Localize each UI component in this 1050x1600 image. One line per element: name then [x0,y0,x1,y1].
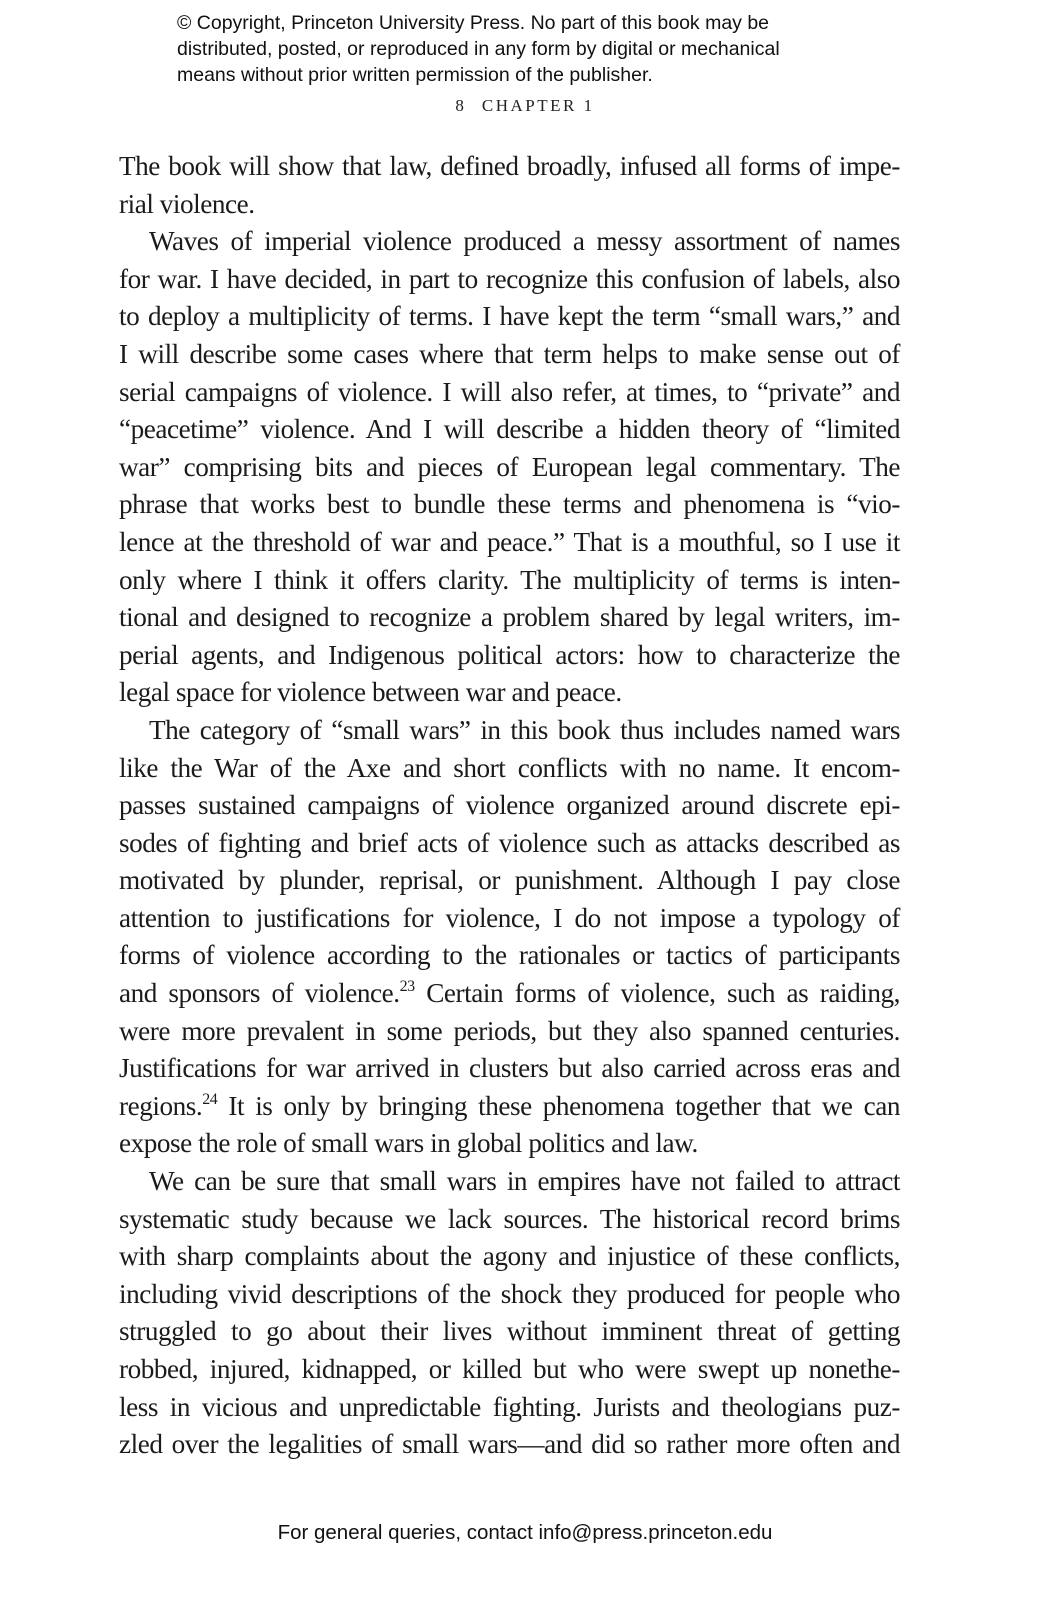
text-line: with sharp complaints about the agony and injustice of these conflicts, [119,1241,900,1272]
chapter-label: CHAPTER 1 [481,96,595,115]
paragraph-start-line: Waves of imperial violence produced a messy assortment of names [149,226,900,257]
text-line: serial campaigns of violence. I will also refer, at times, to “private” and [119,376,900,407]
text-line: including vivid descriptions of the shock they produced for people who [119,1278,900,1309]
text-line: for war. I have decided, in part to recognize this confusion of labels, also [119,263,900,294]
text-line: forms of violence according to the rationales or tactics of participants [119,940,900,971]
paragraph-start-line: The category of “small wars” in this book thus includes named wars [149,714,900,745]
text-segment: Certain forms of violence, such as raiding, [414,978,900,1009]
text-line: phrase that works best to bundle these terms and phenomena is “vio- [119,489,900,520]
text-line: The book will show that law, defined broadly, infused all forms of impe- [119,151,900,181]
body-text [119,148,900,1464]
text-line: systematic study because we lack sources. The historical record brims [119,1203,900,1234]
text-segment: regions. [119,1090,203,1121]
text-line: Justifications for war arrived in clusters but also carried across eras and [119,1053,900,1084]
text-line: struggled to go about their lives without imminent threat of getting [119,1316,900,1347]
text-line: rial violence. [119,188,255,219]
text-line: like the War of the Axe and short conflicts with no name. It encom- [119,752,900,783]
footnote-ref-23[interactable]: 23 [399,978,415,996]
paragraph-start-line: We can be sure that small wars in empires have not failed to attract [149,1166,900,1197]
copyright-line: means without prior written permission of the publisher. [177,64,653,86]
text-line-with-footnote [119,975,900,1013]
text-line: only where I think it offers clarity. The multiplicity of terms is inten- [119,564,900,595]
text-line: passes sustained campaigns of violence organized around discrete epi- [119,790,900,821]
text-line: lence at the threshold of war and peace.” That is a mouthful, so I use it [119,526,900,557]
text-line: war” comprising bits and pieces of European legal commentary. The [119,451,900,482]
running-head [0,96,1050,116]
copyright-line: © Copyright, Princeton University Press. No part of this book may be [177,12,770,34]
text-line: to deploy a multiplicity of terms. I have kept the term “small wars,” and [119,301,900,332]
text-line: zled over the legalities of small wars—and did so rather more often and [119,1429,900,1460]
text-line: tional and designed to recognize a problem shared by legal writers, im- [119,602,900,633]
text-line: robbed, injured, kidnapped, or killed but who were swept up nonethe- [119,1354,900,1384]
page-number: 8 [455,96,464,115]
text-line-with-footnote [119,1088,900,1126]
text-line: sodes of fighting and brief acts of violence such as attacks described as [119,827,900,858]
text-line: were more prevalent in some periods, but they also spanned centuries. [119,1015,900,1046]
text-line: attention to justifications for violence, I do not impose a typology of [119,902,900,933]
footnote-ref-24[interactable]: 24 [202,1090,218,1108]
text-line: I will describe some cases where that term helps to make sense out of [119,338,900,369]
text-segment: It is only by bringing these phenomena together that we can [217,1090,900,1121]
text-line: motivated by plunder, reprisal, or punishment. Although I pay close [119,865,900,896]
text-line: less in vicious and unpredictable fighting. Jurists and theologians puz- [119,1391,900,1422]
text-segment: and sponsors of violence. [119,978,400,1009]
text-line: perial agents, and Indigenous political actors: how to characterize the [119,639,900,670]
footer-contact: For general queries, contact info@press.princeton.edu [277,1521,773,1544]
text-line: expose the role of small wars in global politics and law. [119,1128,698,1159]
text-line: legal space for violence between war and peace. [119,677,622,708]
text-line: “peacetime” violence. And I will describe a hidden theory of “limited [119,414,900,445]
copyright-line: distributed, posted, or reproduced in any form by digital or mechanical [177,38,780,60]
copyright-notice [177,10,877,88]
